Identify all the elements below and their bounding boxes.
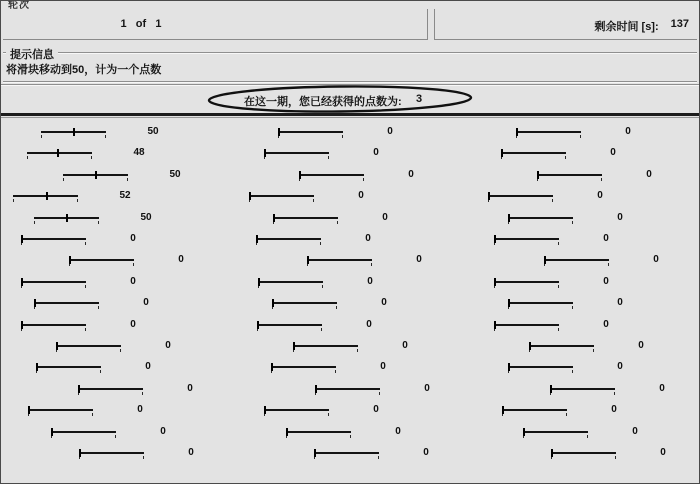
slider-row [264, 146, 484, 166]
slider-row [257, 318, 477, 338]
slider-value: 0 [603, 233, 609, 244]
slider-handle[interactable] [21, 235, 23, 243]
slider-handle[interactable] [278, 128, 280, 136]
slider-value: 0 [373, 404, 379, 416]
slider-handle[interactable] [273, 214, 275, 222]
slider-track[interactable] [550, 388, 615, 396]
slider-value: 0 [423, 447, 429, 458]
hint-title: 提示信息 [6, 46, 58, 62]
slider-value: 0 [617, 211, 623, 223]
slider-value: 52 [119, 190, 131, 202]
slider-track[interactable] [286, 431, 351, 439]
slider-track[interactable] [508, 217, 573, 225]
slider-end-tick-right [378, 456, 379, 459]
points-text: 在这一期，您已经获得的点数为: [244, 96, 402, 108]
slider-end-tick-right [572, 306, 573, 309]
points-banner [1, 84, 699, 114]
slider-handle[interactable] [551, 449, 553, 457]
slider-row [550, 382, 700, 402]
slider-row [307, 253, 527, 273]
slider-end-tick-right [336, 306, 337, 309]
slider-row [51, 425, 271, 445]
timer-value: 137 [670, 18, 689, 30]
slider-end-tick-right [98, 221, 99, 224]
slider-end-tick-right [77, 199, 78, 202]
slider-handle[interactable] [502, 406, 504, 414]
slider-track[interactable] [258, 281, 323, 289]
slider-value: 0 [659, 382, 665, 394]
slider-end-tick-right [558, 242, 559, 245]
slider-track[interactable] [293, 345, 358, 353]
slider-track[interactable] [21, 324, 86, 332]
slider-row [258, 275, 478, 295]
slider-handle[interactable] [256, 235, 258, 243]
slider-value: 0 [660, 447, 666, 458]
slider-row [286, 425, 506, 445]
slider-value: 0 [402, 340, 408, 351]
slider-row [41, 125, 261, 145]
slider-row [36, 360, 256, 380]
slider-value: 0 [416, 254, 422, 266]
slider-handle[interactable] [73, 128, 75, 136]
slider-track[interactable] [494, 324, 559, 332]
slider-end-tick-right [580, 135, 581, 138]
slider-end-tick-right [127, 178, 128, 181]
slider-value: 0 [381, 297, 387, 309]
slider-row [494, 275, 700, 295]
slider-row [508, 296, 700, 316]
slider-value: 50 [169, 168, 181, 180]
slider-track[interactable] [307, 259, 372, 267]
slider-value: 0 [625, 126, 631, 137]
slider-value: 0 [611, 404, 617, 416]
slider-value: 0 [358, 190, 364, 202]
slider-track[interactable] [278, 131, 343, 139]
slider-handle[interactable] [494, 235, 496, 243]
slider-end-tick-right [313, 199, 314, 202]
slider-handle[interactable] [264, 406, 266, 414]
slider-value: 0 [408, 168, 414, 180]
slider-track[interactable] [299, 174, 364, 182]
slider-handle[interactable] [258, 278, 260, 286]
slider-track[interactable] [28, 409, 93, 417]
slider-track[interactable] [272, 302, 337, 310]
slider-handle[interactable] [537, 171, 539, 179]
slider-row [21, 318, 241, 338]
slider-row [69, 253, 289, 273]
slider-value: 0 [137, 404, 143, 416]
slider-track[interactable] [494, 281, 559, 289]
timer-label: 剩余时间 [s]: [594, 21, 659, 33]
slider-track[interactable] [516, 131, 581, 139]
slider-value: 0 [653, 254, 659, 266]
slider-row [278, 125, 498, 145]
slider-track[interactable] [314, 452, 379, 460]
slider-end-tick-right [92, 413, 93, 416]
slider-end-tick-right [608, 263, 609, 266]
slider-row [502, 403, 700, 423]
slider-end-tick-right [85, 285, 86, 288]
slider-row [529, 339, 700, 359]
slider-track[interactable] [69, 259, 134, 267]
slider-handle[interactable] [544, 256, 546, 264]
slider-row [501, 146, 700, 166]
slider-track[interactable] [488, 195, 553, 203]
slider-handle[interactable] [293, 342, 295, 350]
slider-value: 0 [160, 425, 166, 437]
slider-handle[interactable] [516, 128, 518, 136]
slider-end-tick-right [566, 413, 567, 416]
slider-track[interactable] [27, 152, 92, 160]
slider-value: 0 [387, 126, 393, 137]
slider-track[interactable] [271, 366, 336, 374]
slider-row [315, 382, 535, 402]
slider-handle[interactable] [307, 256, 309, 264]
slider-end-tick-right [143, 456, 144, 459]
slider-value: 0 [365, 233, 371, 244]
slider-value: 0 [617, 297, 623, 309]
period-total: 1 [155, 18, 162, 30]
slider-value: 0 [178, 254, 184, 266]
slider-end-tick-left [41, 135, 42, 138]
slider-row [293, 339, 513, 359]
slider-handle[interactable] [299, 171, 301, 179]
slider-track[interactable] [249, 195, 314, 203]
hint-text: 将滑块移动到50，计为一个点数 [6, 64, 162, 76]
slider-handle[interactable] [315, 385, 317, 393]
slider-track[interactable] [36, 366, 101, 374]
points-value: 3 [415, 93, 423, 105]
slider-value: 0 [603, 318, 609, 330]
slider-value: 0 [603, 275, 609, 287]
slider-end-tick-right [322, 285, 323, 288]
slider-track[interactable] [41, 131, 106, 139]
slider-value: 0 [638, 340, 644, 351]
slider-end-tick-right [85, 328, 86, 331]
slider-track[interactable] [537, 174, 602, 182]
slider-track[interactable] [529, 345, 594, 353]
slider-value: 0 [382, 211, 388, 223]
slider-handle[interactable] [78, 385, 80, 393]
slider-end-tick-right [363, 178, 364, 181]
slider-end-tick-right [120, 349, 121, 352]
slider-value: 0 [145, 361, 151, 373]
slider-track[interactable] [13, 195, 78, 203]
slider-value: 0 [424, 382, 430, 394]
slider-handle[interactable] [494, 321, 496, 329]
slider-row [264, 403, 484, 423]
slider-value: 0 [143, 297, 149, 309]
slider-end-tick-right [558, 328, 559, 331]
slider-track[interactable] [494, 238, 559, 246]
slider-end-tick-right [601, 178, 602, 181]
slider-handle[interactable] [508, 363, 510, 371]
slider-handle[interactable] [95, 171, 97, 179]
corner-label: 轮次 [8, 0, 30, 11]
slider-row [537, 168, 700, 188]
slider-end-tick-right [379, 392, 380, 395]
slider-end-tick-right [98, 306, 99, 309]
slider-track[interactable] [51, 431, 116, 439]
slider-handle[interactable] [264, 149, 266, 157]
slider-end-tick-right [337, 221, 338, 224]
slider-end-tick-right [321, 328, 322, 331]
slider-row [508, 211, 700, 231]
groupbox-bottom-border [3, 81, 697, 82]
slider-value: 0 [187, 382, 193, 394]
slider-handle[interactable] [249, 192, 251, 200]
groupbox-border [3, 52, 697, 53]
slider-value: 0 [395, 425, 401, 437]
period-current: 1 [120, 18, 127, 30]
slider-track[interactable] [544, 259, 609, 267]
slider-end-tick-left [63, 178, 64, 181]
slider-handle[interactable] [529, 342, 531, 350]
slider-row [494, 232, 700, 252]
slider-value: 0 [130, 233, 136, 244]
slider-end-tick-right [342, 135, 343, 138]
header-left-panel [3, 9, 428, 40]
remaining-time [594, 18, 689, 34]
slider-row [78, 382, 298, 402]
slider-row [551, 446, 700, 466]
slider-handle[interactable] [501, 149, 503, 157]
slider-end-tick-right [142, 392, 143, 395]
slider-handle[interactable] [46, 192, 48, 200]
slider-track[interactable] [256, 238, 321, 246]
slider-value: 0 [617, 361, 623, 373]
period-of-label: of [135, 18, 147, 30]
slider-handle[interactable] [314, 449, 316, 457]
slider-track[interactable] [34, 217, 99, 225]
slider-value: 0 [130, 275, 136, 287]
slider-value: 0 [632, 425, 638, 437]
slider-handle[interactable] [272, 299, 274, 307]
slider-handle[interactable] [56, 342, 58, 350]
slider-value: 0 [367, 275, 373, 287]
slider-end-tick-right [615, 456, 616, 459]
slider-value: 50 [140, 211, 152, 223]
slider-end-tick-right [115, 435, 116, 438]
slider-row [523, 425, 700, 445]
slider-row [21, 232, 241, 252]
slider-row [488, 189, 700, 209]
slider-row [256, 232, 476, 252]
slider-row [508, 360, 700, 380]
slider-end-tick-right [552, 199, 553, 202]
slider-row [314, 446, 534, 466]
slider-row [79, 446, 299, 466]
slider-row [249, 189, 469, 209]
slider-track[interactable] [523, 431, 588, 439]
slider-track[interactable] [502, 409, 567, 417]
slider-row [34, 211, 254, 231]
slider-handle[interactable] [28, 406, 30, 414]
slider-row [28, 403, 248, 423]
slider-row [494, 318, 700, 338]
slider-end-tick-right [328, 413, 329, 416]
slider-value: 0 [610, 147, 616, 159]
slider-row [21, 275, 241, 295]
slider-track[interactable] [63, 174, 128, 182]
slider-track[interactable] [508, 302, 573, 310]
slider-track[interactable] [21, 238, 86, 246]
slider-handle[interactable] [286, 428, 288, 436]
slider-end-tick-left [34, 221, 35, 224]
slider-track[interactable] [56, 345, 121, 353]
period-indicator [101, 18, 181, 30]
slider-handle[interactable] [34, 299, 36, 307]
slider-handle[interactable] [69, 256, 71, 264]
slider-row [56, 339, 276, 359]
slider-track[interactable] [257, 324, 322, 332]
hint-groupbox [3, 48, 697, 82]
slider-end-tick-right [350, 435, 351, 438]
slider-value: 0 [646, 168, 652, 180]
slider-handle[interactable] [257, 321, 259, 329]
banner-top-border [1, 84, 699, 85]
slider-end-tick-left [13, 199, 14, 202]
slider-track[interactable] [551, 452, 616, 460]
slider-row [13, 189, 233, 209]
slider-handle[interactable] [57, 149, 59, 157]
slider-row [273, 211, 493, 231]
slider-handle[interactable] [494, 278, 496, 286]
slider-handle[interactable] [508, 214, 510, 222]
slider-end-tick-right [328, 156, 329, 159]
slider-track[interactable] [264, 152, 329, 160]
header [1, 1, 699, 40]
slider-row [34, 296, 254, 316]
slider-end-tick-right [572, 370, 573, 373]
slider-value: 0 [597, 190, 603, 202]
slider-handle[interactable] [508, 299, 510, 307]
slider-value: 0 [366, 318, 372, 330]
slider-track[interactable] [21, 281, 86, 289]
slider-track[interactable] [501, 152, 566, 160]
slider-handle[interactable] [36, 363, 38, 371]
slider-end-tick-right [100, 370, 101, 373]
slider-task-area [1, 118, 699, 483]
slider-row [544, 253, 700, 273]
slider-end-tick-right [91, 156, 92, 159]
slider-value: 0 [373, 147, 379, 159]
slider-row [299, 168, 519, 188]
slider-track[interactable] [315, 388, 380, 396]
slider-end-tick-right [572, 221, 573, 224]
slider-handle[interactable] [488, 192, 490, 200]
slider-handle[interactable] [523, 428, 525, 436]
slider-end-tick-right [614, 392, 615, 395]
slider-row [516, 125, 700, 145]
slider-row [27, 146, 247, 166]
slider-track[interactable] [508, 366, 573, 374]
slider-value: 50 [147, 126, 159, 137]
slider-row [271, 360, 491, 380]
slider-row [63, 168, 283, 188]
slider-end-tick-right [85, 242, 86, 245]
slider-handle[interactable] [21, 278, 23, 286]
slider-handle[interactable] [66, 214, 68, 222]
slider-end-tick-right [558, 285, 559, 288]
slider-end-tick-right [133, 263, 134, 266]
slider-value: 0 [188, 447, 194, 458]
slider-handle[interactable] [271, 363, 273, 371]
section-divider [1, 113, 699, 116]
slider-value: 48 [133, 147, 145, 159]
slider-handle[interactable] [21, 321, 23, 329]
slider-end-tick-right [320, 242, 321, 245]
slider-track[interactable] [273, 217, 338, 225]
slider-track[interactable] [264, 409, 329, 417]
slider-value: 0 [130, 318, 136, 330]
slider-value: 0 [165, 340, 171, 351]
slider-end-tick-left [27, 156, 28, 159]
slider-end-tick-right [335, 370, 336, 373]
slider-end-tick-right [105, 135, 106, 138]
slider-end-tick-right [565, 156, 566, 159]
slider-track[interactable] [78, 388, 143, 396]
slider-end-tick-right [587, 435, 588, 438]
slider-track[interactable] [34, 302, 99, 310]
slider-handle[interactable] [51, 428, 53, 436]
slider-row [272, 296, 492, 316]
slider-track[interactable] [79, 452, 144, 460]
slider-value: 0 [380, 361, 386, 373]
slider-end-tick-right [357, 349, 358, 352]
slider-end-tick-right [593, 349, 594, 352]
slider-end-tick-right [371, 263, 372, 266]
slider-handle[interactable] [550, 385, 552, 393]
slider-handle[interactable] [79, 449, 81, 457]
